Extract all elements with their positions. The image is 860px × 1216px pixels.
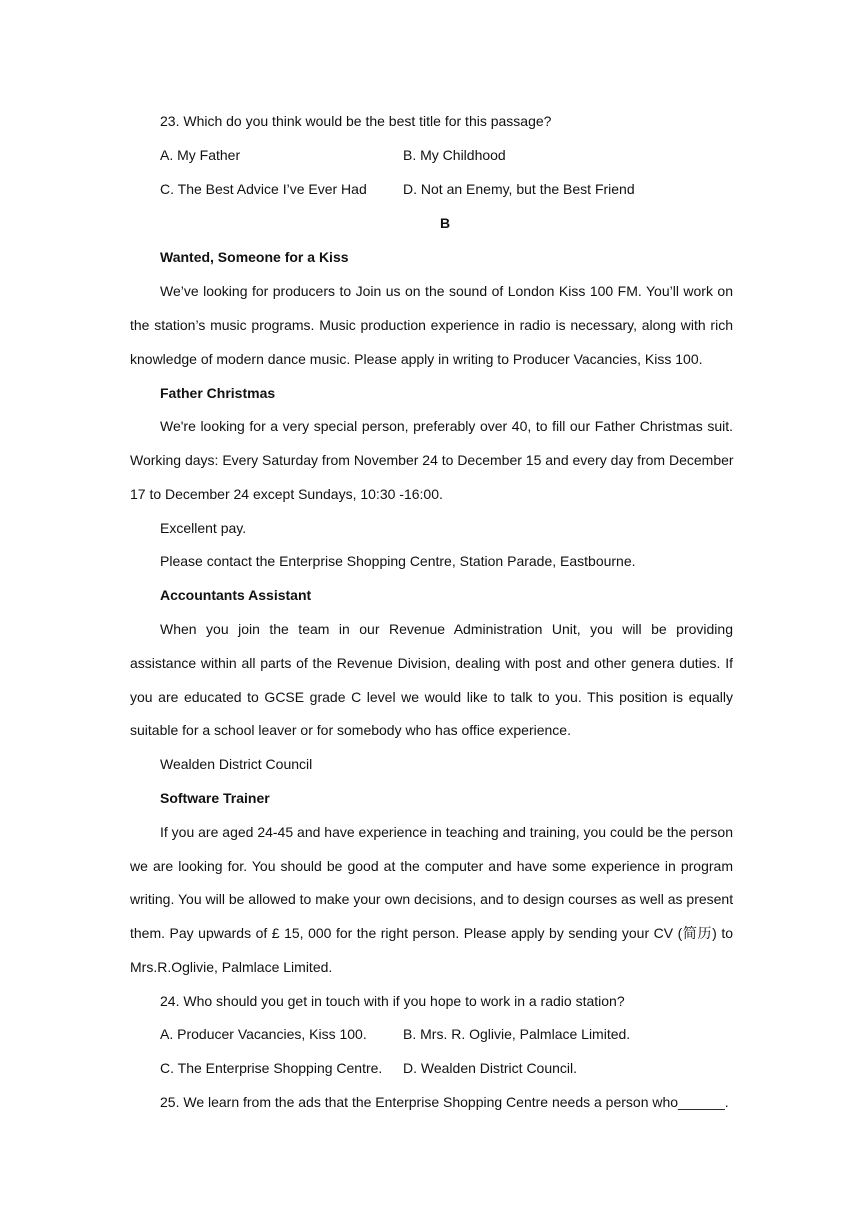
q24-option-a: A. Producer Vacancies, Kiss 100. bbox=[160, 1026, 367, 1042]
ad-kiss-line: knowledge of modern dance music. Please apply in writing to Producer Vacancies, Kiss 100. bbox=[130, 351, 703, 367]
ad-kiss-line: We’ve looking for producers to Join us on the sound of London Kiss 100 FM. You’ll work on bbox=[160, 283, 733, 299]
ad-accountants-line: suitable for a school leaver or for somebody who has office experience. bbox=[130, 722, 571, 738]
q23-option-d: D. Not an Enemy, but the Best Friend bbox=[403, 181, 635, 197]
section-label: B bbox=[439, 215, 451, 231]
ad-heading-kiss: Wanted, Someone for a Kiss bbox=[160, 249, 349, 265]
question-24: 24. Who should you get in touch with if you hope to work in a radio station? bbox=[160, 993, 625, 1009]
ad-father-christmas-line: We're looking for a very special person, preferably over 40, to fill our Father Christmas suit. bbox=[160, 418, 733, 434]
ad-software-line: If you are aged 24-45 and have experience in teaching and training, you could be the person bbox=[160, 824, 733, 840]
ad-heading-father-christmas: Father Christmas bbox=[160, 385, 276, 401]
ad-accountants-employer: Wealden District Council bbox=[160, 756, 313, 772]
q23-option-b: B. My Childhood bbox=[403, 147, 506, 163]
q24-option-d: D. Wealden District Council. bbox=[403, 1060, 578, 1076]
ad-heading-accountants: Accountants Assistant bbox=[160, 587, 312, 603]
ad-kiss-line: the station’s music programs. Music production experience in radio is necessary, along with rich bbox=[130, 317, 733, 333]
ad-father-christmas-pay: Excellent pay. bbox=[160, 520, 247, 536]
ad-father-christmas-line: 17 to December 24 except Sundays, 10:30 -16:00. bbox=[130, 486, 443, 502]
ad-software-line: we are looking for. You should be good at the computer and have some experience in program bbox=[130, 858, 733, 874]
ad-software-line: writing. You will be allowed to make your own decisions, and to design courses as well as present bbox=[130, 891, 734, 907]
ad-accountants-line: When you join the team in our Revenue Administration Unit, you will be providing bbox=[160, 621, 733, 637]
q23-option-c: C. The Best Advice I’ve Ever Had bbox=[160, 181, 367, 197]
ad-father-christmas-contact: Please contact the Enterprise Shopping Centre, Station Parade, Eastbourne. bbox=[160, 553, 636, 569]
question-25: 25. We learn from the ads that the Enterprise Shopping Centre needs a person who______. bbox=[160, 1094, 729, 1110]
ad-father-christmas-line: Working days: Every Saturday from November 24 to December 15 and every day from December bbox=[130, 452, 734, 468]
q24-option-c: C. The Enterprise Shopping Centre. bbox=[160, 1060, 383, 1076]
ad-accountants-line: assistance within all parts of the Revenue Division, dealing with post and other genera duties. If bbox=[130, 655, 733, 671]
ad-accountants-line: you are educated to GCSE grade C level we would like to talk to you. This position is equally bbox=[130, 689, 733, 705]
question-23: 23. Which do you think would be the best title for this passage? bbox=[160, 113, 552, 129]
ad-heading-software: Software Trainer bbox=[160, 790, 270, 806]
q24-option-b: B. Mrs. R. Oglivie, Palmlace Limited. bbox=[403, 1026, 631, 1042]
q23-option-a: A. My Father bbox=[160, 147, 241, 163]
ad-software-line: Mrs.R.Oglivie, Palmlace Limited. bbox=[130, 959, 333, 975]
ad-software-line: them. Pay upwards of £ 15, 000 for the right person. Please apply by sending your CV (简历) to bbox=[130, 925, 733, 941]
